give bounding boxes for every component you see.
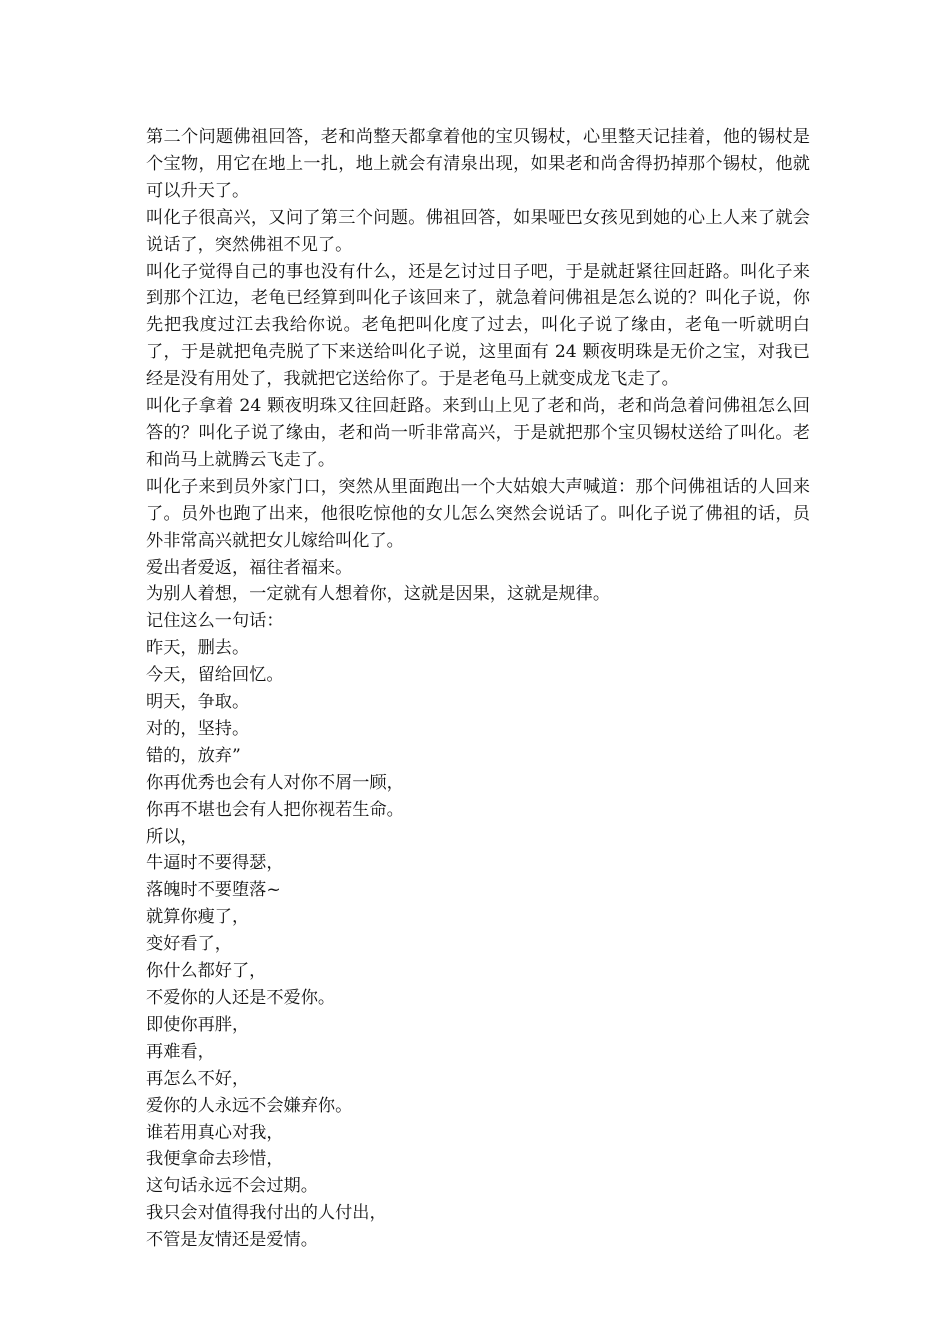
paragraph: 即使你再胖， <box>146 1014 250 1035</box>
paragraph: 明天，争取。 <box>146 692 250 713</box>
paragraph: 叫化子觉得自己的事也没有什么，还是乞讨过日子吧，于是就赶紧往回赶路。叫化子来到那个江边，老龟已经算到叫化子该回来了，就急着问佛祖是怎么说的？叫化子说，你先把我度过江去我给你说。老龟把叫化度了过去，叫化子说了缘由，老龟一听就明白了，于是就把龟壳脱了下来送给叫化子说，这里面有 24 颗夜明珠是无价之宝，对我已经是没有用处了，我就把它送给你了。于是老龟马上就变成龙飞走了。 <box>146 261 810 390</box>
paragraph: 第二个问题佛祖回答，老和尚整天都拿着他的宝贝锡杖，心里整天记挂着，他的锡杖是个宝物，用它在地上一扎，地上就会有清泉出现，如果老和尚舍得扔掉那个锡杖，他就可以升天了。 <box>146 127 810 201</box>
paragraph: 谁若用真心对我， <box>146 1122 284 1143</box>
paragraph: 我便拿命去珍惜， <box>146 1149 284 1170</box>
paragraph: 就算你瘦了， <box>146 907 250 928</box>
paragraph: 你再优秀也会有人对你不屑一顾， <box>146 772 404 793</box>
paragraph: 再难看， <box>146 1041 215 1062</box>
paragraph: 爱你的人永远不会嫌弃你。 <box>146 1095 353 1116</box>
paragraph: 所以， <box>146 826 198 847</box>
paragraph: 牛逼时不要得瑟， <box>146 853 284 874</box>
paragraph: 爱出者爱返，福往者福来。 <box>146 557 353 578</box>
paragraph: 你再不堪也会有人把你视若生命。 <box>146 799 404 820</box>
paragraph: 叫化子来到员外家门口，突然从里面跑出一个大姑娘大声喊道：那个问佛祖话的人回来了。员外也跑了出来，他很吃惊他的女儿怎么突然会说话了。叫化子说了佛祖的话，员外非常高兴就把女儿嫁给叫化了。 <box>146 476 810 551</box>
paragraph: 记住这么一句话： <box>146 611 284 632</box>
paragraph: 今天，留给回忆。 <box>146 665 284 686</box>
paragraph: 昨天，删去。 <box>146 638 250 659</box>
paragraph: 落魄时不要堕落~ <box>146 880 281 901</box>
paragraph: 叫化子很高兴，又问了第三个问题。佛祖回答，如果哑巴女孩见到她的心上人来了就会说话了，突然佛祖不见了。 <box>146 207 810 255</box>
paragraph: 我只会对值得我付出的人付出， <box>146 1203 387 1224</box>
paragraph: 再怎么不好， <box>146 1068 250 1089</box>
paragraph: 对的，坚持。 <box>146 718 250 739</box>
paragraph: 不管是友情还是爱情。 <box>146 1230 318 1251</box>
paragraph: 叫化子拿着 24 颗夜明珠又往回赶路。来到山上见了老和尚，老和尚急着问佛祖怎么回答的？叫化子说了缘由，老和尚一听非常高兴，于是就把那个宝贝锡杖送给了叫化。老和尚马上就腾云飞走了。 <box>146 396 810 470</box>
paragraph: 为别人着想，一定就有人想着你，这就是因果，这就是规律。 <box>146 584 611 605</box>
paragraph: 不爱你的人还是不爱你。 <box>146 988 336 1008</box>
document-body <box>146 124 810 1254</box>
paragraph: 错的，放弃” <box>146 745 241 766</box>
paragraph: 这句话永远不会过期。 <box>146 1176 318 1197</box>
paragraph: 你什么都好了， <box>146 961 267 982</box>
paragraph: 变好看了， <box>146 934 232 955</box>
